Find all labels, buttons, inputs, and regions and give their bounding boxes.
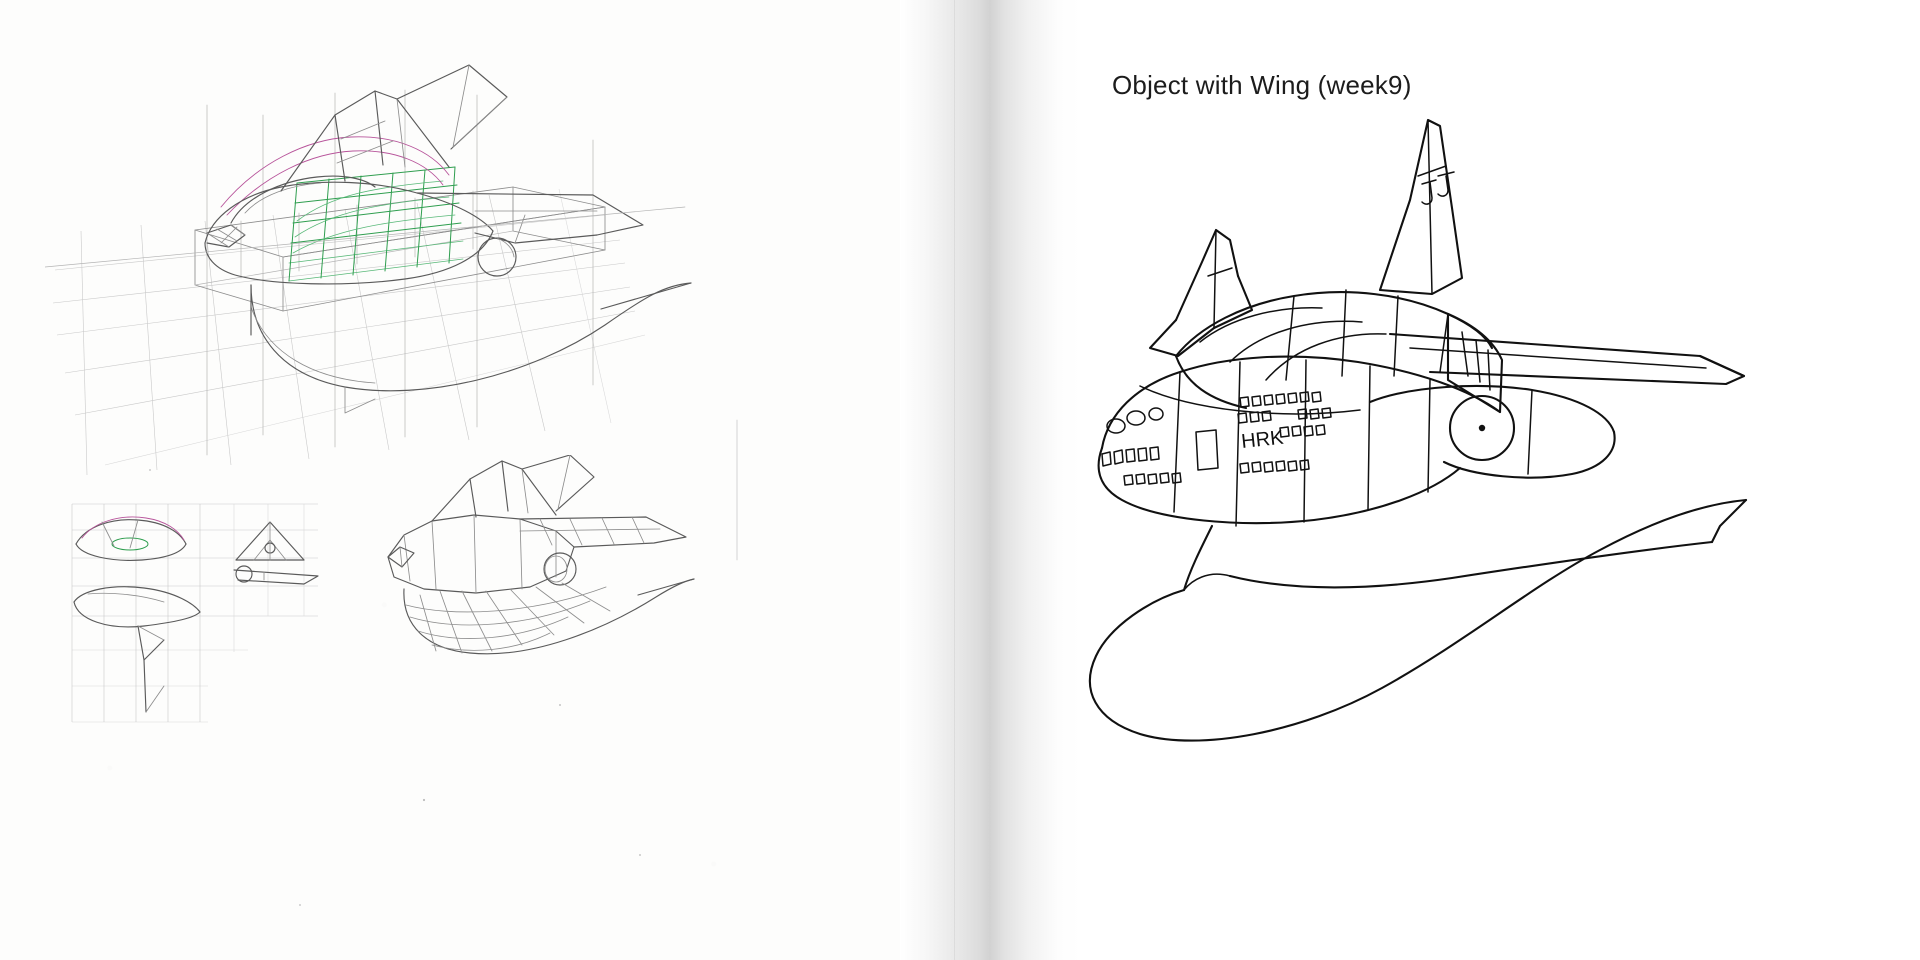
page-title: Object with Wing (week9) [1112,70,1412,100]
horizon-line [45,207,685,267]
engine-nacelle [1370,386,1615,478]
ground-grid [53,189,645,475]
thumbnail-front-view [236,522,304,560]
dorsal-canard [1150,230,1252,356]
wireframe-fuselage [388,515,574,593]
tail-fin [1380,120,1462,294]
gutter-fold-line [954,0,955,960]
wireframe-lower-delta [404,579,694,654]
main-perspective-construction-sketch [45,35,805,495]
orthographic-thumbnail-sketch [68,500,328,730]
svg-text:HRK: HRK [1240,426,1285,453]
aircraft-body-outline [205,65,691,413]
upper-hull [1176,290,1492,408]
wireframe-main-wing [520,517,686,547]
book-gutter [900,0,1080,960]
thumbnail-top-view [76,517,186,560]
window-strip [1124,392,1331,485]
thumbnail-side-view [234,566,318,584]
construction-verticals [207,90,593,455]
main-wing [1390,334,1744,384]
left-page [0,0,915,960]
right-page [1080,0,1920,960]
thumbnail-plan-view [74,587,200,712]
green-section-grid [289,167,463,281]
fuselage [1099,357,1500,526]
wireframe-engine [544,553,576,585]
wireframe-perspective-sketch [370,455,700,655]
wireframe-tail [432,455,594,521]
lower-delta-wing [1090,500,1746,741]
inked-aircraft-drawing [1080,80,1920,860]
